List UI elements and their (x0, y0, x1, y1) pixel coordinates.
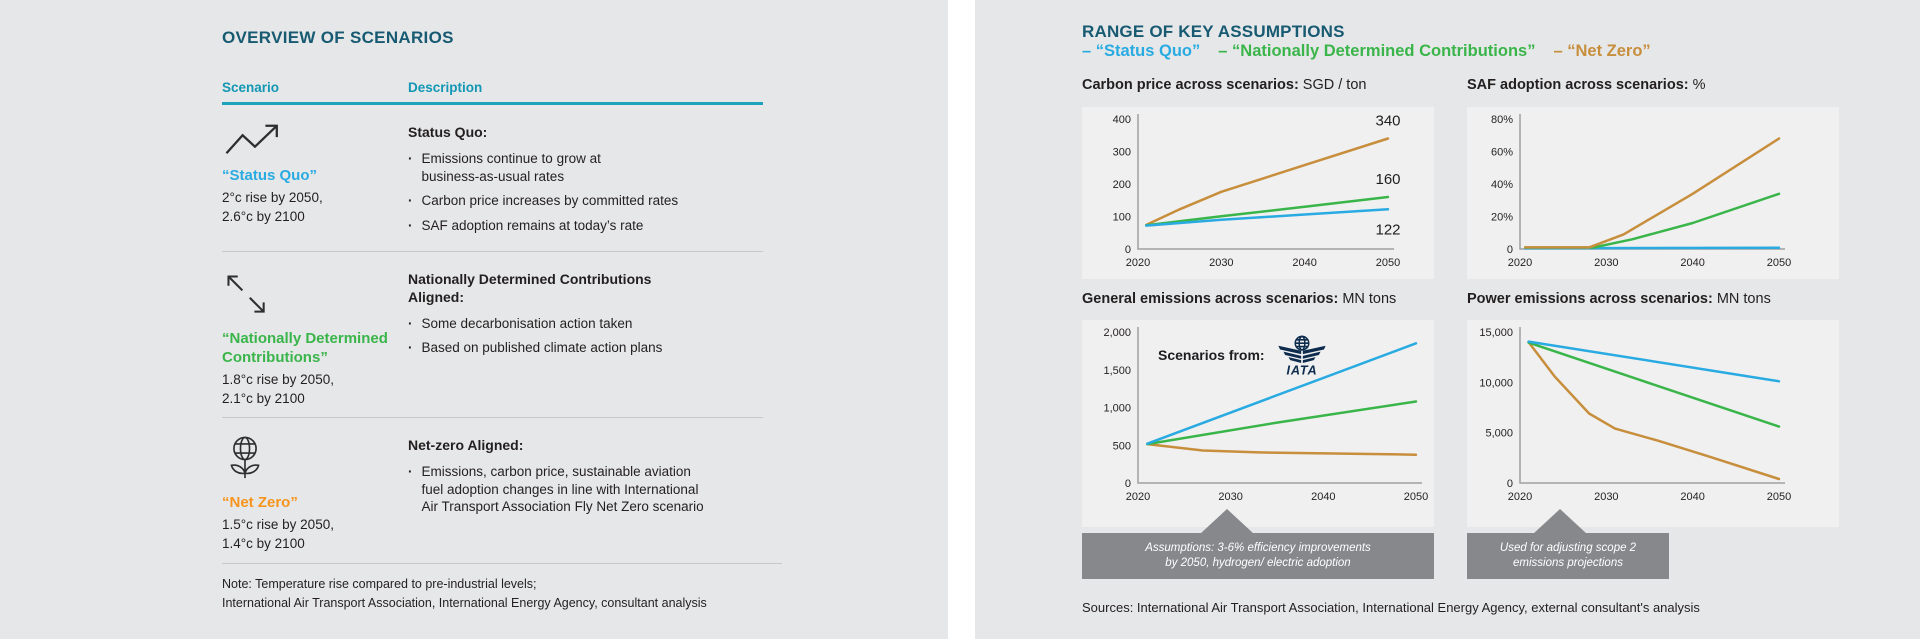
footnote-line: International Air Transport Association, International Energy Agency, consultant analysis (222, 596, 707, 610)
power-emissions-chart-panel (1467, 320, 1839, 527)
bullet-dot: · (408, 151, 413, 166)
svg-text:IATA: IATA (1286, 363, 1318, 378)
saf-adoption-chart-panel (1467, 107, 1839, 279)
bullet-item: · Emissions continue to grow at business-as-usual rates (408, 151, 601, 184)
power-emissions-chart-title: Power emissions across scenarios: MN tons (1467, 291, 1771, 307)
iata-annotation (1158, 332, 1329, 378)
svg-text:2030: 2030 (1209, 257, 1234, 269)
svg-text:40%: 40% (1490, 179, 1513, 191)
description-cell (408, 434, 763, 553)
svg-text:0: 0 (1124, 478, 1131, 490)
description-title: Nationally Determined Contributions Aligned: (408, 270, 652, 305)
svg-text:200: 200 (1112, 179, 1131, 191)
legend-status-quo: – “Status Quo” (1082, 42, 1201, 60)
legend-ndc: – “Nationally Determined Contributions” (1218, 42, 1536, 60)
svg-text:1,000: 1,000 (1103, 402, 1131, 415)
saf-adoption-chart (1467, 107, 1839, 279)
bullet-item: · Based on published climate action plans (408, 340, 663, 356)
svg-text:10,000: 10,000 (1479, 377, 1513, 390)
carbon-price-chart-title: Carbon price across scenarios: SGD / ton (1082, 77, 1367, 93)
scenario-cell (222, 121, 408, 241)
footnote (222, 563, 782, 613)
scenario-name: “Status Quo” (222, 167, 318, 184)
table-row-ndc (222, 252, 763, 418)
scenario-sub-line: 1.8°c rise by 2050, (222, 371, 334, 387)
description-title: Net-zero Aligned: (408, 437, 524, 454)
svg-text:2030: 2030 (1594, 257, 1619, 269)
svg-text:1,500: 1,500 (1103, 364, 1131, 377)
svg-text:80%: 80% (1490, 114, 1513, 126)
bullet-dot: · (408, 464, 413, 480)
bullet-dot: · (408, 193, 413, 208)
svg-text:2040: 2040 (1292, 257, 1317, 269)
scenario-cell (222, 434, 408, 553)
bullet-dot: · (408, 340, 413, 356)
sources-line: Sources: International Air Transport Association, International Energy Agency, external consultant's analysis (1082, 600, 1700, 615)
iata-logo (1275, 332, 1329, 378)
callout-line: emissions projections (1513, 557, 1623, 569)
range-of-key-assumptions-panel (975, 0, 1920, 639)
col-scenario-header: Scenario (222, 80, 280, 95)
general-emissions-callout (1082, 533, 1434, 579)
assumptions-content (975, 0, 1920, 639)
svg-text:122: 122 (1375, 221, 1401, 239)
svg-text:2020: 2020 (1507, 257, 1533, 269)
table-row-net-zero (222, 418, 763, 563)
scenario-sub-line: 1.5°c rise by 2050, (222, 517, 334, 533)
scenario-sub-line: 1.4°c by 2100 (222, 536, 305, 552)
bullet-dot: · (408, 217, 413, 233)
svg-text:100: 100 (1112, 211, 1131, 224)
globe-plant-icon (222, 434, 268, 486)
svg-text:20%: 20% (1490, 211, 1513, 224)
svg-text:5,000: 5,000 (1485, 427, 1513, 440)
svg-text:2020: 2020 (1125, 257, 1151, 269)
svg-text:2050: 2050 (1403, 491, 1429, 503)
scenario-sub-line: 2.1°c by 2100 (222, 390, 305, 406)
svg-text:0: 0 (1506, 244, 1513, 256)
svg-text:15,000: 15,000 (1479, 327, 1513, 339)
trend-up-icon (222, 121, 286, 159)
svg-text:2030: 2030 (1594, 491, 1619, 503)
svg-text:0: 0 (1124, 244, 1131, 256)
svg-text:2020: 2020 (1507, 491, 1533, 503)
power-emissions-chart (1467, 320, 1839, 527)
scenario-name: “Net Zero” (222, 494, 298, 512)
description-title: Status Quo: (408, 124, 488, 140)
legend-net-zero: – “Net Zero” (1553, 42, 1651, 60)
overview-of-scenarios-panel (0, 0, 948, 639)
overview-title: OVERVIEW OF SCENARIOS (222, 28, 454, 47)
general-emissions-chart-title: General emissions across scenarios: MN tons (1082, 291, 1397, 307)
svg-text:2040: 2040 (1680, 491, 1705, 503)
col-description-header: Description (408, 80, 483, 95)
scenario-cell (222, 268, 408, 408)
saf-adoption-chart-title: SAF adoption across scenarios: % (1467, 77, 1706, 93)
carbon-price-chart-panel (1082, 107, 1434, 279)
scenario-table-header (222, 80, 763, 105)
svg-text:500: 500 (1112, 440, 1131, 453)
bullet-item: · SAF adoption remains at today’s rate (408, 217, 644, 233)
scenario-name: “Nationally Determined Contributions” (222, 329, 388, 366)
svg-text:2040: 2040 (1680, 257, 1705, 269)
overview-content (0, 0, 948, 639)
bullet-dot: · (408, 315, 413, 331)
callout-line: by 2050, hydrogen/ electric adoption (1165, 557, 1351, 569)
table-row-status-quo (222, 105, 763, 252)
description-cell (408, 121, 763, 241)
scenario-sub-line: 2°c rise by 2050, (222, 190, 323, 205)
scenario-sub-line: 2.6°c by 2100 (222, 209, 305, 224)
footnote-line: Note: Temperature rise compared to pre-industrial levels; (222, 577, 537, 591)
description-cell (408, 268, 763, 408)
carbon-price-chart (1082, 107, 1434, 279)
svg-text:2020: 2020 (1125, 491, 1151, 503)
bullet-item: · Emissions, carbon price, sustainable aviation fuel adoption changes in line with International Air Transport Association Fly Net Zero scenario (408, 464, 704, 515)
svg-text:2050: 2050 (1766, 257, 1792, 269)
svg-text:0: 0 (1506, 478, 1513, 490)
scenario-legend (1082, 42, 1651, 61)
svg-text:2030: 2030 (1218, 491, 1243, 503)
svg-text:2050: 2050 (1766, 491, 1792, 503)
svg-text:340: 340 (1375, 112, 1401, 130)
svg-text:160: 160 (1375, 171, 1401, 188)
svg-text:2,000: 2,000 (1103, 327, 1131, 339)
bullet-item: · Some decarbonisation action taken (408, 315, 633, 331)
svg-text:300: 300 (1112, 146, 1131, 159)
svg-text:2040: 2040 (1311, 491, 1336, 503)
callout-line: Used for adjusting scope 2 (1499, 542, 1637, 554)
iata-annotation-label: Scenarios from: (1158, 347, 1265, 363)
assumptions-title: RANGE OF KEY ASSUMPTIONS (1082, 22, 1345, 41)
bullet-item: · Carbon price increases by committed rates (408, 193, 679, 208)
power-emissions-callout (1467, 533, 1669, 579)
svg-text:60%: 60% (1490, 146, 1513, 159)
svg-text:400: 400 (1112, 114, 1131, 126)
diverging-arrows-icon (222, 268, 272, 322)
svg-text:2050: 2050 (1375, 257, 1401, 269)
callout-line: Assumptions: 3-6% efficiency improvements (1145, 542, 1371, 554)
general-emissions-chart-panel (1082, 320, 1434, 527)
